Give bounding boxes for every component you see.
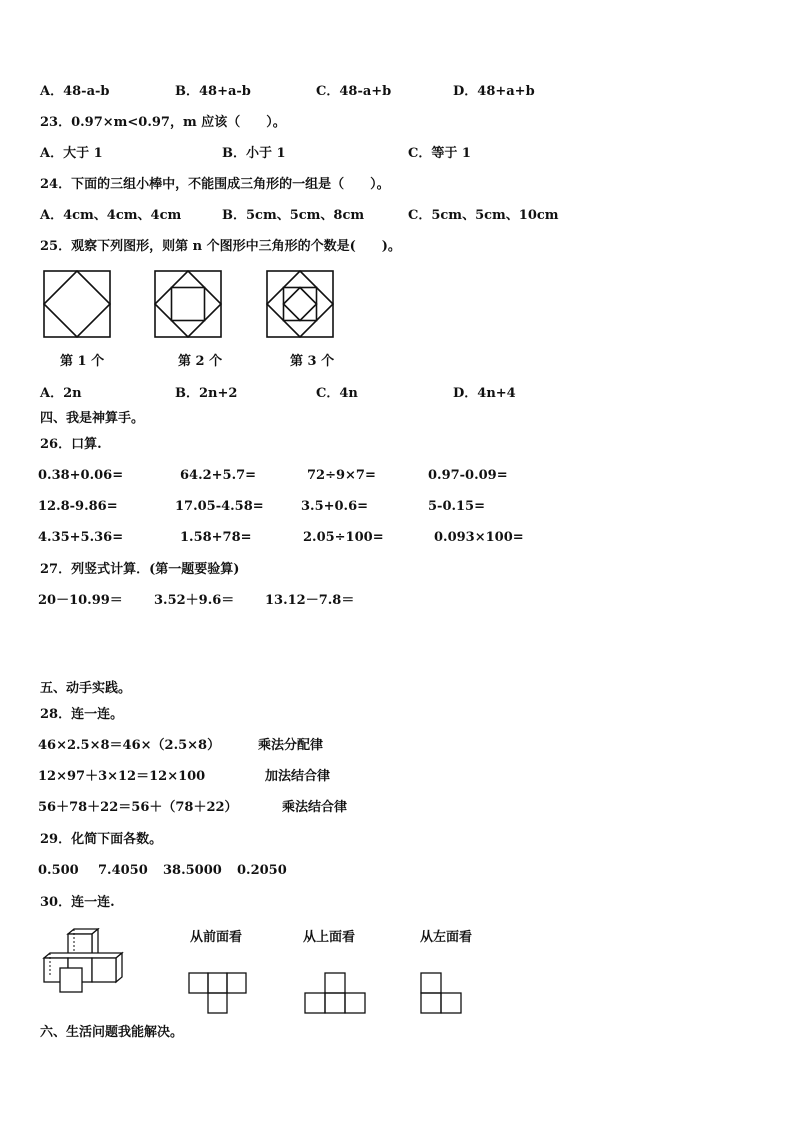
q22-option-d: D．48+a+b — [453, 84, 535, 99]
q25-option-c: C．4n — [316, 386, 358, 401]
q30-stem: 30．连一连. — [40, 895, 115, 910]
q25-figure-1 — [43, 270, 111, 338]
section6-title: 六、生活问题我能解决。 — [40, 1025, 184, 1040]
section5-title: 五、动手实践。 — [40, 681, 132, 696]
q24-option-a: A．4cm、4cm、4cm — [40, 208, 182, 223]
q29-number: 0.500 — [38, 863, 79, 878]
q23-option-a: A．大于 1 — [40, 146, 103, 161]
q26-item: 3.5+0.6= — [301, 499, 369, 514]
q27-item-3: 13.12－7.8＝ — [265, 593, 355, 608]
q26-item: 0.38+0.06= — [38, 468, 124, 483]
q30-cube-stack — [42, 928, 138, 996]
q28-stem: 28．连一连。 — [40, 707, 124, 722]
q26-item: 5-0.15= — [428, 499, 485, 514]
q29-number: 0.2050 — [237, 863, 287, 878]
q28-left-3: 56＋78＋22＝56＋（78＋22） — [38, 800, 238, 815]
q25-caption-3: 第 3 个 — [290, 354, 335, 369]
q22-option-c: C．48-a+b — [316, 84, 392, 99]
q22-option-a: A．48-a-b — [40, 84, 110, 99]
q26-item: 1.58+78= — [180, 530, 252, 545]
q25-option-d: D．4n+4 — [453, 386, 516, 401]
q26-item: 64.2+5.7= — [180, 468, 257, 483]
q26-item: 17.05-4.58= — [175, 499, 264, 514]
section4-title: 四、我是神算手。 — [40, 411, 145, 426]
q30-view-top-label: 从上面看 — [303, 930, 356, 945]
q25-stem: 25．观察下列图形，则第 n 个图形中三角形的个数是( )。 — [40, 239, 401, 254]
q28-left-2: 12×97＋3×12＝12×100 — [38, 769, 206, 784]
q30-shape-1 — [188, 972, 248, 1016]
q28-right-2: 加法结合律 — [265, 769, 331, 784]
q25-figure-3 — [266, 270, 334, 338]
q26-stem: 26．口算. — [40, 437, 102, 452]
q24-option-c: C．5cm、5cm、10cm — [408, 208, 559, 223]
q26-item: 0.97-0.09= — [428, 468, 508, 483]
q25-caption-1: 第 1 个 — [60, 354, 105, 369]
q29-stem: 29．化简下面各数。 — [40, 832, 163, 847]
q23-stem: 23．0.97×m<0.97，m 应该（ ）。 — [40, 115, 286, 130]
q28-right-3: 乘法结合律 — [282, 800, 348, 815]
q28-right-1: 乘法分配律 — [258, 738, 324, 753]
q26-item: 12.8-9.86= — [38, 499, 118, 514]
q27-item-1: 20－10.99＝ — [38, 593, 123, 608]
q26-item: 0.093×100= — [434, 530, 524, 545]
q28-left-1: 46×2.5×8＝46×（2.5×8） — [38, 738, 221, 753]
q25-option-b: B．2n+2 — [175, 386, 238, 401]
q29-number: 38.5000 — [163, 863, 222, 878]
q25-figure-2 — [154, 270, 222, 338]
q24-stem: 24．下面的三组小棒中，不能围成三角形的一组是（ ）。 — [40, 177, 390, 192]
q23-option-c: C．等于 1 — [408, 146, 471, 161]
q30-shape-3 — [420, 972, 464, 1016]
q26-item: 2.05÷100= — [303, 530, 384, 545]
q24-option-b: B．5cm、5cm、8cm — [222, 208, 365, 223]
q27-item-2: 3.52＋9.6＝ — [154, 593, 235, 608]
q25-option-a: A．2n — [40, 386, 82, 401]
q29-number: 7.4050 — [98, 863, 148, 878]
q30-shape-2 — [304, 972, 366, 1016]
q27-stem: 27．列竖式计算．(第一题要验算) — [40, 562, 240, 577]
q30-view-left-label: 从左面看 — [420, 930, 473, 945]
q30-view-front-label: 从前面看 — [190, 930, 243, 945]
q25-caption-2: 第 2 个 — [178, 354, 223, 369]
q26-item: 4.35+5.36= — [38, 530, 124, 545]
q26-item: 72÷9×7= — [307, 468, 376, 483]
q22-option-b: B．48+a-b — [175, 84, 251, 99]
q23-option-b: B．小于 1 — [222, 146, 286, 161]
